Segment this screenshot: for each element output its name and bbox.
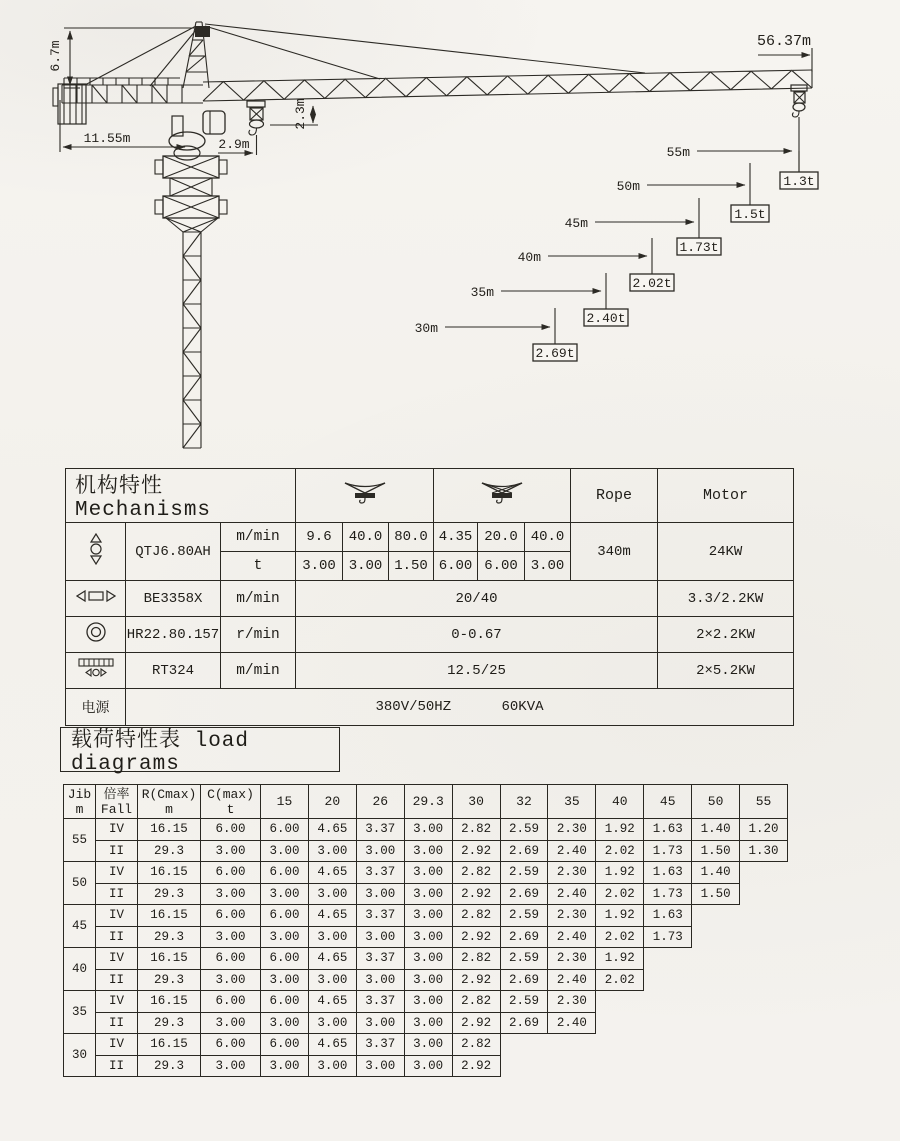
load-value-cell: 1.63 (644, 905, 692, 927)
r-cmax-cell: 29.3 (138, 883, 201, 905)
blank-cell (500, 1034, 787, 1056)
blank-cell (692, 926, 788, 948)
load-value-cell: 6.00 (261, 862, 309, 884)
r-cmax-cell: 16.15 (138, 1034, 201, 1056)
jib-length-cell: 55 (64, 819, 96, 862)
load-callouts (415, 145, 818, 361)
load-value-cell: 3.37 (356, 991, 404, 1013)
load-value-cell: 3.00 (404, 905, 452, 927)
hoist-icon (66, 523, 126, 581)
load-value-cell: 3.00 (261, 883, 309, 905)
fall-cell: II (96, 1012, 138, 1034)
power-label: 电源 (66, 689, 126, 726)
load-table-row (64, 1012, 788, 1034)
tie-rods (85, 24, 645, 86)
load-value-cell: 3.00 (404, 1055, 452, 1077)
motor-header: Motor (658, 469, 794, 523)
callout-radius-label: 50m (616, 179, 640, 194)
hoist-model: QTJ6.80AH (126, 523, 221, 581)
dimension-tower-head (48, 28, 194, 88)
load-value-cell: 4.65 (308, 819, 356, 841)
jib-length-cell: 30 (64, 1034, 96, 1077)
load-value-cell: 2.30 (548, 991, 596, 1013)
radius-column-header: 26 (356, 785, 404, 819)
hook-block-near-mast (247, 101, 265, 155)
load-value-cell: 2.30 (548, 905, 596, 927)
radius-column-header: 55 (740, 785, 788, 819)
radius-column-header: 30 (452, 785, 500, 819)
fall-cell: II (96, 883, 138, 905)
crane-diagram (0, 0, 900, 460)
load-value-cell: 3.37 (356, 862, 404, 884)
mechanisms-table (65, 468, 794, 726)
slewing-assembly (155, 111, 227, 232)
hoist-speed: 20.0 (478, 523, 525, 552)
c-max-cell: 6.00 (201, 862, 261, 884)
load-value-cell: 4.65 (308, 905, 356, 927)
load-value-cell: 3.00 (261, 926, 309, 948)
load-value-cell: 1.50 (692, 840, 740, 862)
load-value-cell: 2.92 (452, 926, 500, 948)
load-value-cell: 3.00 (404, 926, 452, 948)
load-value-cell: 2.82 (452, 1034, 500, 1056)
load-table-row (64, 926, 788, 948)
load-table-row (64, 819, 788, 841)
load-value-cell: 2.82 (452, 991, 500, 1013)
slewing-icon (66, 617, 126, 653)
fall-cell: II (96, 969, 138, 991)
load-value-cell: 3.00 (404, 948, 452, 970)
load-value-cell: 3.00 (261, 1055, 309, 1077)
fall-cell: IV (96, 819, 138, 841)
column-header: Jib m (64, 785, 96, 819)
r-cmax-cell: 29.3 (138, 1055, 201, 1077)
load-value-cell: 6.00 (261, 991, 309, 1013)
r-cmax-cell: 16.15 (138, 991, 201, 1013)
load-table-row (64, 840, 788, 862)
load-value-cell: 3.00 (356, 840, 404, 862)
load-callout (667, 145, 818, 189)
jib-length-cell: 45 (64, 905, 96, 948)
load-value-cell: 2.69 (500, 840, 548, 862)
load-callout (415, 308, 577, 361)
c-max-cell: 3.00 (201, 926, 261, 948)
load-value-cell: 2.69 (500, 969, 548, 991)
apex-pulley-block (195, 26, 210, 37)
blank-cell (596, 1012, 788, 1034)
dimension-max-radius (757, 33, 812, 72)
callout-radius-label: 30m (414, 321, 438, 336)
load-value-cell: 1.92 (596, 948, 644, 970)
load-value-cell: 3.00 (308, 969, 356, 991)
load-value-cell: 3.37 (356, 948, 404, 970)
dim-hook-clearance-label: 2.3m (293, 98, 308, 130)
hoist-load: 1.50 (389, 552, 434, 581)
load-value-cell: 2.92 (452, 1012, 500, 1034)
load-value-cell: 1.30 (740, 840, 788, 862)
hoist-motor: 24KW (658, 523, 794, 581)
slewing-speed: 0-0.67 (296, 617, 658, 653)
load-value-cell: 2.59 (500, 862, 548, 884)
blank-cell (644, 969, 788, 991)
load-value-cell: 1.73 (644, 840, 692, 862)
callout-radius-label: 55m (666, 145, 690, 160)
dim-max-radius-label: 56.37m (756, 33, 812, 50)
column-header: R(Cmax) m (138, 785, 201, 819)
load-value-cell: 2.82 (452, 862, 500, 884)
power-value: 380V/50HZ 60KVA (126, 689, 794, 726)
blank-cell (596, 991, 788, 1013)
dimension-min-radius (218, 137, 253, 153)
load-value-cell: 3.00 (404, 819, 452, 841)
hoist-speed: 80.0 (389, 523, 434, 552)
load-value-cell: 2.40 (548, 883, 596, 905)
r-cmax-cell: 16.15 (138, 862, 201, 884)
callout-load-label: 1.73t (679, 240, 719, 255)
trolley-speed: 20/40 (296, 581, 658, 617)
jib-length-cell: 35 (64, 991, 96, 1034)
load-value-cell: 3.00 (261, 969, 309, 991)
load-value-cell: 2.02 (596, 969, 644, 991)
blank-cell (740, 862, 788, 884)
load-value-cell: 2.59 (500, 991, 548, 1013)
c-max-cell: 3.00 (201, 840, 261, 862)
load-table-row (64, 969, 788, 991)
load-table-row (64, 1055, 788, 1077)
hoist-load: 3.00 (525, 552, 571, 581)
c-max-cell: 3.00 (201, 1055, 261, 1077)
fall-cell: II (96, 840, 138, 862)
load-value-cell: 3.00 (356, 969, 404, 991)
blank-cell (692, 905, 788, 927)
r-cmax-cell: 16.15 (138, 905, 201, 927)
load-value-cell: 2.59 (500, 948, 548, 970)
c-max-cell: 6.00 (201, 1034, 261, 1056)
column-header: C(max) t (201, 785, 261, 819)
c-max-cell: 3.00 (201, 1012, 261, 1034)
load-table-header-row (64, 785, 788, 819)
c-max-cell: 3.00 (201, 883, 261, 905)
fall-cell: IV (96, 948, 138, 970)
hoist-load-unit: t (221, 552, 296, 581)
callout-radius-label: 45m (564, 216, 588, 231)
hoist-speed: 40.0 (343, 523, 389, 552)
load-value-cell: 1.20 (740, 819, 788, 841)
load-value-cell: 2.69 (500, 1012, 548, 1034)
load-value-cell: 1.73 (644, 883, 692, 905)
hoist-load: 6.00 (478, 552, 525, 581)
load-value-cell: 2.82 (452, 948, 500, 970)
radius-column-header: 45 (644, 785, 692, 819)
fall-cell: II (96, 1055, 138, 1077)
tower-mast (183, 232, 201, 448)
radius-column-header: 40 (596, 785, 644, 819)
blank-cell (644, 948, 788, 970)
dimension-counter-jib (60, 100, 185, 152)
c-max-cell: 6.00 (201, 819, 261, 841)
rope-header: Rope (571, 469, 658, 523)
load-value-cell: 2.92 (452, 840, 500, 862)
slewing-model: HR22.80.157 (126, 617, 221, 653)
load-value-cell: 3.00 (261, 1012, 309, 1034)
load-value-cell: 2.40 (548, 1012, 596, 1034)
trolley-model: BE3358X (126, 581, 221, 617)
c-max-cell: 6.00 (201, 991, 261, 1013)
radius-column-header: 20 (308, 785, 356, 819)
load-value-cell: 3.00 (308, 840, 356, 862)
load-value-cell: 6.00 (261, 1034, 309, 1056)
load-table-row (64, 883, 788, 905)
load-value-cell: 3.37 (356, 1034, 404, 1056)
mechanisms-title: 机构特性 Mechanisms (66, 469, 296, 523)
load-value-cell: 4.65 (308, 948, 356, 970)
load-value-cell: 2.82 (452, 819, 500, 841)
callout-load-label: 2.40t (586, 311, 626, 326)
travel-icon (66, 653, 126, 689)
load-value-cell: 2.69 (500, 883, 548, 905)
load-value-cell: 2.92 (452, 969, 500, 991)
radius-column-header: 50 (692, 785, 740, 819)
trolley-unit: m/min (221, 581, 296, 617)
load-value-cell: 6.00 (261, 948, 309, 970)
radius-column-header: 29.3 (404, 785, 452, 819)
rope-length: 340m (571, 523, 658, 581)
load-value-cell: 2.40 (548, 926, 596, 948)
slewing-unit: r/min (221, 617, 296, 653)
callout-load-label: 1.3t (783, 174, 815, 189)
r-cmax-cell: 29.3 (138, 1012, 201, 1034)
load-value-cell: 3.00 (404, 991, 452, 1013)
two-fall-hook-icon (296, 469, 434, 523)
c-max-cell: 6.00 (201, 948, 261, 970)
radius-column-header: 15 (261, 785, 309, 819)
jib-length-cell: 50 (64, 862, 96, 905)
r-cmax-cell: 29.3 (138, 840, 201, 862)
load-value-cell: 2.59 (500, 819, 548, 841)
load-value-cell: 3.00 (404, 1012, 452, 1034)
load-value-cell: 2.02 (596, 883, 644, 905)
load-value-cell: 1.73 (644, 926, 692, 948)
load-value-cell: 3.00 (404, 840, 452, 862)
blank-cell (500, 1055, 787, 1077)
load-value-cell: 1.92 (596, 819, 644, 841)
fall-cell: II (96, 926, 138, 948)
callout-load-label: 1.5t (734, 207, 766, 222)
load-value-cell: 3.00 (261, 840, 309, 862)
hoist-speed: 9.6 (296, 523, 343, 552)
radius-column-header: 35 (548, 785, 596, 819)
load-callout (565, 198, 721, 255)
dimension-hook-clearance (270, 98, 318, 129)
r-cmax-cell: 16.15 (138, 948, 201, 970)
load-table-row (64, 948, 788, 970)
r-cmax-cell: 29.3 (138, 926, 201, 948)
load-callout (617, 163, 769, 222)
load-table-row (64, 905, 788, 927)
fall-cell: IV (96, 905, 138, 927)
load-value-cell: 3.37 (356, 819, 404, 841)
load-value-cell: 4.65 (308, 991, 356, 1013)
trolley-icon (66, 581, 126, 617)
load-callout (518, 238, 674, 291)
load-value-cell: 3.00 (404, 883, 452, 905)
r-cmax-cell: 29.3 (138, 969, 201, 991)
load-value-cell: 3.00 (308, 883, 356, 905)
travel-motor: 2×5.2KW (658, 653, 794, 689)
dim-min-radius-label: 2.9m (218, 137, 250, 152)
load-value-cell: 1.63 (644, 862, 692, 884)
load-value-cell: 3.00 (404, 1034, 452, 1056)
tower-head (183, 22, 210, 88)
r-cmax-cell: 16.15 (138, 819, 201, 841)
load-table-row (64, 862, 788, 884)
c-max-cell: 3.00 (201, 969, 261, 991)
load-value-cell: 2.40 (548, 969, 596, 991)
column-header: 倍率 Fall (96, 785, 138, 819)
load-value-cell: 1.50 (692, 883, 740, 905)
load-value-cell: 6.00 (261, 819, 309, 841)
c-max-cell: 6.00 (201, 905, 261, 927)
load-value-cell: 2.92 (452, 883, 500, 905)
load-value-cell: 1.40 (692, 862, 740, 884)
load-value-cell: 3.00 (308, 926, 356, 948)
hoist-load: 6.00 (434, 552, 478, 581)
travel-unit: m/min (221, 653, 296, 689)
load-diagrams-title: 载荷特性表 load diagrams (60, 727, 340, 772)
load-value-cell: 1.63 (644, 819, 692, 841)
load-value-cell: 3.00 (356, 883, 404, 905)
load-value-cell: 2.82 (452, 905, 500, 927)
load-table-row (64, 1034, 788, 1056)
travel-speed: 12.5/25 (296, 653, 658, 689)
load-value-cell: 2.02 (596, 840, 644, 862)
fall-cell: IV (96, 862, 138, 884)
callout-load-label: 2.02t (632, 276, 672, 291)
load-table-row (64, 991, 788, 1013)
radius-column-header: 32 (500, 785, 548, 819)
load-value-cell: 2.30 (548, 862, 596, 884)
counterweight (53, 84, 86, 124)
jib-length-cell: 40 (64, 948, 96, 991)
trolley-motor: 3.3/2.2KW (658, 581, 794, 617)
hook-icon (792, 111, 799, 117)
load-value-cell: 2.59 (500, 905, 548, 927)
fall-cell: IV (96, 991, 138, 1013)
hoist-load: 3.00 (343, 552, 389, 581)
load-value-cell: 2.30 (548, 819, 596, 841)
fall-cell: IV (96, 1034, 138, 1056)
load-value-cell: 4.65 (308, 862, 356, 884)
four-fall-hook-icon (434, 469, 571, 523)
callout-radius-label: 35m (470, 285, 494, 300)
dim-tower-head-label: 6.7m (48, 40, 63, 72)
operator-cab (203, 111, 225, 134)
load-value-cell: 3.00 (356, 1055, 404, 1077)
load-value-cell: 1.92 (596, 862, 644, 884)
hook-icon (249, 128, 257, 135)
travel-model: RT324 (126, 653, 221, 689)
hoist-speed-unit: m/min (221, 523, 296, 552)
hoist-speed: 4.35 (434, 523, 478, 552)
load-value-cell: 4.65 (308, 1034, 356, 1056)
slewing-motor: 2×2.2KW (658, 617, 794, 653)
load-value-cell: 2.30 (548, 948, 596, 970)
load-value-cell: 3.00 (404, 969, 452, 991)
load-value-cell: 3.00 (356, 926, 404, 948)
load-value-cell: 3.00 (404, 862, 452, 884)
load-value-cell: 3.00 (356, 1012, 404, 1034)
load-value-cell: 3.00 (308, 1055, 356, 1077)
callout-radius-label: 40m (517, 250, 541, 265)
load-value-cell: 3.00 (308, 1012, 356, 1034)
load-value-cell: 1.40 (692, 819, 740, 841)
counter-jib (53, 78, 203, 124)
load-value-cell: 3.37 (356, 905, 404, 927)
load-table (63, 784, 788, 1077)
callout-load-label: 2.69t (535, 346, 575, 361)
load-value-cell: 2.69 (500, 926, 548, 948)
hoist-load: 3.00 (296, 552, 343, 581)
jib-truss (203, 70, 812, 101)
hoist-speed: 40.0 (525, 523, 571, 552)
load-value-cell: 2.02 (596, 926, 644, 948)
load-value-cell: 2.40 (548, 840, 596, 862)
dim-counter-jib-label: 11.55m (83, 131, 131, 146)
load-value-cell: 6.00 (261, 905, 309, 927)
load-value-cell: 2.92 (452, 1055, 500, 1077)
blank-cell (740, 883, 788, 905)
load-callout (471, 273, 628, 326)
load-value-cell: 1.92 (596, 905, 644, 927)
